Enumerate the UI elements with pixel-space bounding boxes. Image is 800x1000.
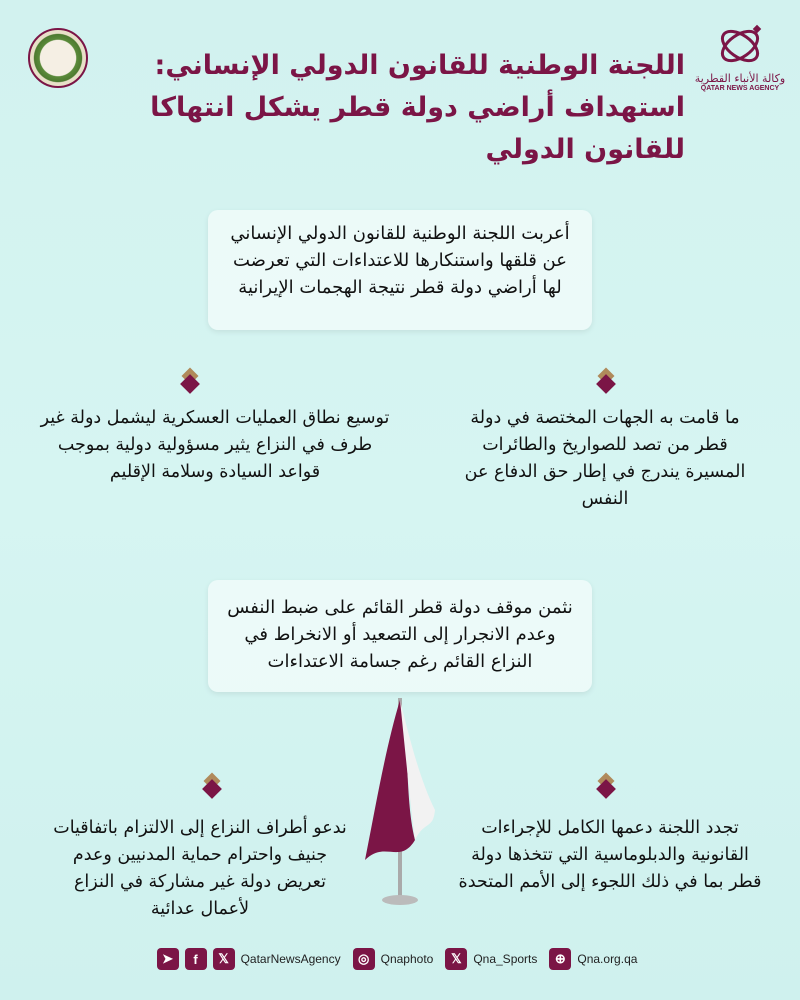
globe-icon[interactable]: ⊕ <box>549 948 571 970</box>
social-footer <box>0 948 800 970</box>
handle-qnaphoto[interactable]: Qnaphoto <box>380 952 434 966</box>
title-line: للقانون الدولي <box>485 134 685 165</box>
qna-logo-english: QATAR NEWS AGENCY <box>700 85 780 92</box>
point-left-1: توسيع نطاق العمليات العسكرية ليشمل دولة غير طرف في النزاع يثير مسؤولية دولية بموجب قواعد السيادة وسلامة الإقليم <box>40 408 390 482</box>
x-icon[interactable]: 𝕏 <box>445 948 467 970</box>
diamond-icon <box>596 370 616 394</box>
handle-qna-sports[interactable]: Qna_Sports <box>473 952 538 966</box>
qatar-flag <box>355 690 445 915</box>
handle-qatarnewsagency[interactable]: QatarNewsAgency <box>240 952 341 966</box>
qna-emblem-icon <box>710 22 770 68</box>
telegram-icon[interactable]: ➤ <box>157 948 179 970</box>
title-line: اللجنة الوطنية للقانون الدولي الإنساني: <box>154 50 685 81</box>
center-box: نثمن موقف دولة قطر القائم على ضبط النفس وعدم الانجرار إلى التصعيد أو الانخراط في النزاع القائم رغم جسامة الاعتداءات <box>208 580 592 692</box>
facebook-icon[interactable]: f <box>185 948 207 970</box>
title-line: استهداف أراضي دولة قطر يشكل انتهاكا <box>150 92 685 123</box>
point-right-2: تجدد اللجنة دعمها الكامل للإجراءات القانونية والدبلوماسية التي تتخذها دولة قطر بما في ذلك اللجوء إلى الأمم المتحدة <box>458 818 762 892</box>
diamond-icon <box>202 775 222 799</box>
qna-logo-arabic: وكالة الأنباء القطرية <box>694 72 786 85</box>
instagram-icon[interactable]: ◎ <box>353 948 375 970</box>
page-title <box>95 45 685 171</box>
point-right-1: ما قامت به الجهات المختصة في دولة قطر من تصد للصواريخ والطائرات المسيرة يندرج في إطار حق الدفاع عن النفس <box>464 408 746 509</box>
website-link[interactable]: Qna.org.qa <box>577 952 638 966</box>
diamond-icon <box>180 370 200 394</box>
point-left-2: ندعو أطراف النزاع إلى الالتزام باتفاقيات جنيف واحترام حماية المدنيين وعدم تعريض دولة غير مشاركة في النزاع لأعمال عدائية <box>53 818 347 919</box>
committee-logo <box>28 28 88 88</box>
x-icon[interactable]: 𝕏 <box>213 948 235 970</box>
diamond-icon <box>596 775 616 799</box>
qna-logo <box>690 22 790 92</box>
intro-box: أعربت اللجنة الوطنية للقانون الدولي الإنساني عن قلقها واستنكارها للاعتداءات التي تعرضت لها أراضي دولة قطر نتيجة الهجمات الإيرانية <box>208 210 592 330</box>
